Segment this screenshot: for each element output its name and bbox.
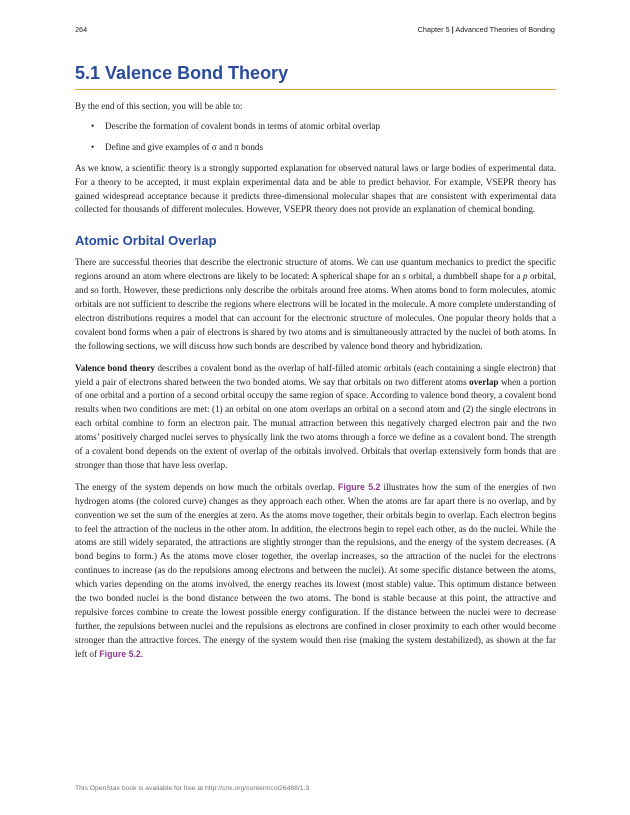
- footer-note: This OpenStax book is available for free at http://cnx.org/content/col26488/1.3: [75, 785, 310, 792]
- objective-item: • Describe the formation of covalent bonds in terms of atomic orbital overlap: [105, 120, 556, 134]
- header-separator: |: [451, 25, 454, 34]
- term-valence-bond-theory: Valence bond theory: [75, 362, 155, 373]
- figure-link[interactable]: Figure 5.2: [99, 648, 141, 659]
- chapter-label: [418, 25, 555, 34]
- objective-item: • Define and give examples of σ and π bonds: [105, 141, 556, 155]
- page-number: 264: [75, 25, 88, 34]
- p-orbital-symbol: p: [522, 271, 528, 282]
- objectives-lead: By the end of this section, you will be able to:: [75, 101, 243, 111]
- chapter-title: Advanced Theories of Bonding: [455, 25, 555, 34]
- paragraph-energy: The energy of the system depends on how much the orbitals overlap. Figure 5.2 illustrates how the sum of the energies of two hydrogen atoms (the colored curve) changes as they approach each other. When the atoms are far apart there is no overlap, and by convention we set the sum of the energies at zero. As the atoms move together, their orbitals begin to overlap. Each electron begins to feel the attraction of the nucleus in the other atom. In addition, the electrons begin to repel each other, as do the nuclei. While the atoms are still widely separated, the attractions are slightly stronger than the repulsions, and the energy of the system decreases. (A bond begins to form.) As the atoms move closer together, the overlap increases, so the attraction of the nuclei for the electrons continues to increase (as do the repulsions among electrons and between the nuclei). At some specific distance between the atoms, which varies depending on the atoms involved, the energy reaches its lowest (most stable) value. This optimum distance between the two bonded nuclei is the bond distance between the two atoms. The bond is stable because at this point, the attractive and repulsive forces combine to create the lowest possible energy configuration. If the distance between the nuclei were to decrease further, the repulsions between nuclei and the repulsions as electrons are confined in closer proximity to each other would become stronger than the attractive forces. The energy of the system would then rise (making the system destabilized), as shown at the far left of Figure 5.2.: [75, 481, 556, 659]
- chapter-number: Chapter 5: [417, 25, 450, 34]
- intro-paragraph: As we know, a scientific theory is a strongly supported explanation for observed natural laws or large bodies of experimental data. For a theory to be accepted, it must explain experimental data and be able to predict behavior. For example, VSEPR theory has gained widespread acceptance because it predicts three-dimensional molecular shapes that are consistent with experimental data collected for thousands of different molecules. However, VSEPR theory does not provide an explanation of chemical bonding.: [75, 162, 556, 215]
- page-content: [75, 100, 556, 670]
- learning-objectives: [75, 120, 556, 155]
- paragraph-valence-bond: Valence bond theory describes a covalent bond as the overlap of half-filled atomic orbitals (each containing a single electron) that yield a pair of electrons shared between the two bonded atoms. We say that orbitals on two different atoms overlap when a portion of one orbital and a portion of a second orbital occupy the same region of space. According to valence bond theory, a covalent bond results when two conditions are met: (1) an orbital on one atom overlaps an orbital on a second atom and (2) the single electrons in each orbital combine to form an electron pair. The mutual attraction between this negatively charged electron pair and the two atoms’ positively charged nuclei serves to physically link the two atoms through a force we define as a covalent bond. The strength of a covalent bond depends on the extent of overlap of the orbitals involved. Orbitals that overlap extensively form bonds that are stronger than those that have less overlap.: [75, 362, 556, 470]
- section-title: 5.1 Valence Bond Theory: [75, 63, 289, 83]
- s-orbital-symbol: s: [402, 271, 407, 282]
- subsection-title: Atomic Orbital Overlap: [75, 233, 217, 249]
- paragraph-electronic-structure: There are successful theories that describe the electronic structure of atoms. We can use quantum mechanics to predict the specific regions around an atom where electrons are likely to be located: A spherical shape for an s orbital, a dumbbell shape for a p orbital, and so forth. However, these predictions only describe the orbitals around free atoms. When atoms bond to form molecules, atomic orbitals are not sufficient to describe the regions where electrons will be located in the molecule. A more complete understanding of electron distributions requires a model that can account for the electronic structure of molecules. One popular theory holds that a covalent bond forms when a pair of electrons is shared by two atoms and is simultaneously attracted by the nuclei of both atoms. In the following sections, we will discuss how such bonds are described by valence bond theory and hybridization.: [75, 257, 556, 351]
- figure-link[interactable]: Figure 5.2: [338, 481, 381, 492]
- term-overlap: overlap: [469, 376, 499, 387]
- title-rule: [75, 89, 556, 90]
